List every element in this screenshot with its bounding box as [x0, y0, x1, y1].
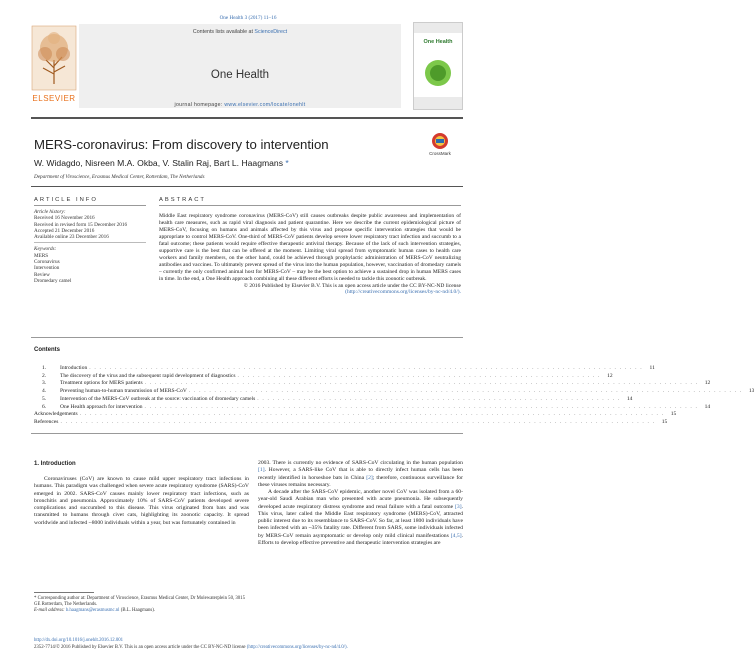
authors-text: W. Widagdo, Nisreen M.A. Okba, V. Stalin Raj, Bart L. Haagmans — [34, 158, 284, 168]
toc-label: Preventing human-to-human transmission of MERS-CoV — [60, 388, 187, 395]
table-of-contents — [34, 365, 754, 427]
text-run: A decade after the SARS-CoV epidemic, another novel CoV was isolated from a 60-year-old Saudi Arabian man who presented with acute pneumonia. He subsequently developed acute respiratory distress syndrome and renal failure with a fatal outcome — [258, 489, 463, 510]
toc-label: Treatment options for MERS patients — [60, 380, 143, 387]
keyword: Dromedary camel — [34, 277, 72, 284]
toc-leader: . . . . . . . . . . . . . . . . . . . . . . . . . . . . . . . . . . . . . . . . . . . . . . . . . . . . . . . . . . . . . . . . . . . . . . . . . . . . . . . . . . . . . . . . . . . . . . . . . . . . . . . . . . . . . . . . . . . . — [60, 418, 656, 425]
footer-license-link[interactable]: (http://creativecommons.org/licenses/by-nc-nd/4.0/). — [246, 645, 348, 650]
history-accepted: Accepted 21 December 2016 — [34, 227, 95, 234]
reference-link[interactable]: [4,5] — [450, 532, 462, 539]
text-run: ; therefore, continuous surveillance for these viruses remains necessary. — [258, 474, 463, 488]
contents-bottom-rule — [31, 433, 463, 434]
toc-page: 13 — [748, 388, 754, 395]
publisher-name: ELSEVIER — [32, 94, 76, 103]
footnote — [34, 596, 249, 614]
toc-number: 3. — [42, 380, 47, 387]
keyword: Intervention — [34, 265, 60, 272]
reference-link[interactable]: [3] — [455, 503, 462, 510]
toc-leader: . . . . . . . . . . . . . . . . . . . . . . . . . . . . . . . . . . . . . . . . . . . . . . . . . . . . . . . . . . . . . . . . . . . . . . . . . . . . . . . . . . . . . . . . . . . . . . . . . . . . . . . . . . . . . . . . . . — [79, 411, 665, 418]
homepage-line — [79, 102, 401, 108]
history-online: Available online 23 December 2016 — [34, 234, 109, 241]
contents-heading: Contents — [34, 347, 60, 353]
toc-leader: . . . . . . . . . . . . . . . . . . . . . . . . . . . . . . . . . . . . . . . . . . . . . . . . . . . . . . . . . . . . . . . . . . . . . . . . . . . . . . . . . . . . . . . . . . . . . . . . . . . . . . . . . . . . — [144, 380, 699, 387]
crossmark-label: CrossMark — [429, 151, 451, 156]
journal-banner — [79, 24, 401, 108]
article-info-heading: ARTICLE INFO — [34, 197, 98, 203]
toc-leader: . . . . . . . . . . . . . . . . . . . . . . . . . . . . . . . . . . . . . . . . . . . . . . . . . . . . . . . . . . . . . . . . . . . . . . . . . . . . . . . . . . . . . . . . . . . . . . . . . . . . . . . . . . . . — [188, 388, 743, 395]
corresponding-author-mark[interactable]: * — [285, 158, 289, 168]
email-label: E-mail address: — [34, 608, 66, 613]
elsevier-tree-icon — [31, 24, 77, 92]
text-run: . Efforts to develop effective preventive and therapeutic intervention strategies are — [258, 532, 463, 546]
toc-label: Acknowledgements — [34, 411, 78, 418]
toc-item[interactable] — [42, 403, 711, 412]
availability-prefix: Contents lists available at — [192, 29, 255, 35]
abstract-heading: ABSTRACT — [159, 197, 206, 203]
toc-item[interactable] — [42, 395, 633, 404]
keyword: Review — [34, 271, 50, 278]
abstract-body — [159, 213, 461, 296]
crossmark-badge[interactable] — [421, 132, 459, 158]
toc-page: 12 — [607, 372, 613, 379]
toc-item[interactable] — [34, 411, 677, 419]
history-label: Article history: — [34, 209, 66, 215]
toc-number: 1. — [42, 365, 47, 371]
toc-item[interactable] — [42, 388, 754, 396]
info-rule — [34, 205, 146, 206]
issn-line — [34, 645, 348, 650]
toc-item[interactable] — [42, 380, 711, 388]
doi-link[interactable]: http://dx.doi.org/10.1016/j.onehlt.2016.12.001 — [34, 638, 124, 643]
homepage-prefix: journal homepage: — [174, 102, 225, 108]
cover-art-icon — [414, 23, 462, 109]
license-link[interactable]: (http://creativecommons.org/licenses/by-nc-nd/4.0/). — [345, 289, 461, 296]
toc-leader: . . . . . . . . . . . . . . . . . . . . . . . . . . . . . . . . . . . . . . . . . . . . . . . . . . . . . . . . . . . . . . . . . . . . . . . — [237, 372, 601, 379]
sciencedirect-link[interactable]: ScienceDirect — [254, 29, 288, 35]
toc-page: 12 — [704, 380, 711, 387]
affiliation-rule — [31, 186, 463, 187]
header-rule — [31, 117, 463, 119]
toc-page: 15 — [670, 411, 677, 418]
toc-number: 6. — [42, 403, 47, 410]
elsevier-logo[interactable] — [31, 24, 77, 108]
toc-label: One Health approach for intervention — [60, 403, 143, 410]
toc-leader: . . . . . . . . . . . . . . . . . . . . . . . . . . . . . . . . . . . . . . . . . . . . . . . . . . . . . . . . . . . . . . . . . . . . . . . . . . . . . . . . . . . . . . . . . . . . . . . . . . . . . . . . . . . . — [89, 365, 643, 371]
toc-page: 14 — [704, 403, 711, 410]
corresponding-author-note: * Corresponding author at: Department of Viroscience, Erasmus Medical Center, Dr Molewaterplein 50, 3015 GE Rotterdam, The Netherlands. — [34, 596, 245, 607]
reference-link[interactable]: [1] — [258, 467, 265, 474]
email-link[interactable]: b.haagmans@erasmusmc.nl — [65, 608, 120, 613]
issn-text: 2352-7714/© 2016 Published by Elsevier B.V. This is an open access article under the CC BY-NC-ND license — [34, 645, 247, 650]
journal-header — [31, 22, 463, 112]
toc-number: 2. — [42, 372, 47, 379]
toc-page: 15 — [661, 418, 668, 425]
email-line — [34, 608, 249, 614]
section-heading-introduction: 1. Introduction — [34, 461, 76, 467]
homepage-link[interactable]: www.elsevier.com/locate/onehlt — [224, 102, 306, 108]
text-run: 2003. There is currently no evidence of SARS-CoV circulating in the human population — [258, 460, 463, 466]
journal-name: One Health — [210, 69, 270, 81]
history-received: Received 16 November 2016 — [34, 215, 95, 222]
keywords-label: Keywords: — [34, 246, 57, 253]
body-column-left — [34, 476, 249, 527]
toc-page: 14 — [626, 395, 633, 402]
toc-page: 11 — [649, 365, 655, 371]
text-run: . This virus, later called the Middle East respiratory syndrome (MERS)-CoV, attracted public interest due to its resemblance to SARS-CoV. So far, at least 1800 individuals have been infected with an ~35% fatality rate. Different from SARS, some individuals infected by MERS-CoV remain asymptomatic or develop only mild clinical manifestations — [258, 503, 463, 539]
body-paragraph — [258, 489, 463, 547]
keyword: MERS — [34, 252, 49, 259]
history-revised: Received in revised form 15 December 2016 — [34, 221, 128, 228]
toc-number: 4. — [42, 388, 47, 395]
toc-item[interactable] — [34, 418, 668, 427]
body-column-right — [258, 460, 463, 547]
body-paragraph: Coronaviruses (CoV) are known to cause mild upper respiratory tract infections in humans. This paradigm was challenged when severe acute respiratory syndrome (SARS)-CoV emerged in 2002. SARS-CoV causes mainly lower respiratory tract infections, such as bronchitis and pneumonia. Approximately 10% of SARS-CoV patients developed severe complications and succumbed to this disease. This virus originated from bats and was transmitted to humans through civet cats, highlighting its zoonotic capacity. It spread worldwide and infected ~8000 individuals within a year, but was fortunately contained in — [34, 476, 249, 526]
author-list — [34, 158, 289, 168]
affiliation: Department of Viroscience, Erasmus Medical Center, Rotterdam, The Netherlands — [34, 174, 205, 180]
toc-leader: . . . . . . . . . . . . . . . . . . . . . . . . . . . . . . . . . . . . . . . . . . . . . . . . . . . . . . . . . . . . . . . . . . . . . . . . . . . . . . . . . . . . . . . . . . . . . . . . . . . . . . . . . . . . — [144, 403, 699, 410]
contents-top-rule — [31, 337, 463, 338]
keyword: Coronavirus — [34, 259, 60, 266]
license-text: © 2016 Published by Elsevier B.V. This is an open access article under the CC BY-NC-ND license — [243, 282, 461, 289]
journal-cover[interactable] — [413, 22, 463, 110]
crossmark-icon — [421, 132, 459, 150]
toc-label: References — [34, 418, 59, 425]
abstract-rule — [159, 205, 461, 206]
email-suffix: (B.L. Haagmans). — [119, 608, 156, 613]
body-paragraph — [258, 460, 463, 489]
toc-label: The discovery of the virus and the subsequent rapid development of diagnostics — [60, 372, 236, 379]
abstract-text: Middle East respiratory syndrome coronavirus (MERS-CoV) still causes outbreaks despite public awareness and implementation of health care measures, such as rapid viral diagnosis and patient quarantine. Here we describe the current epidemiological picture of MERS-CoV, focusing on humans and animals affected by this virus and propose specific intervention strategies that would be appropriate to control MERS-CoV. One-third of MERS-CoV patients develop severe lower respiratory tract infection and succumb to a fatal outcome; these patients would require effective therapeutic antiviral therapy. Because of the lack of such intervention strategies, supportive care is the best that can be offered at the moment. Limiting viral spread from symptomatic human cases to health care workers and family members, on the other hand, could be achieved through prophylactic administration of MERS-CoV neutralizing antibodies and vaccines. To ultimately prevent spread of the virus into the human population, however, vaccination of dromedary camels – currently the only confirmed animal host for MERS-CoV – may be the best option to achieve a sustained drop in human MERS cases in time. In the end, a One Health approach combining all these different efforts is needed to tackle this zoonotic outbreak. — [159, 213, 461, 282]
toc-item[interactable] — [42, 365, 655, 373]
footnote-rule — [34, 592, 94, 593]
article-info — [34, 209, 146, 284]
reference-link[interactable]: [2] — [366, 474, 373, 481]
toc-label: Introduction — [60, 365, 88, 371]
article-title: MERS-coronavirus: From discovery to intervention — [34, 137, 329, 152]
toc-leader: . . . . . . . . . . . . . . . . . . . . . . . . . . . . . . . . . . . . . . . . . . . . . . . . . . . . . . . . . . . . . . . . . . . . . . . — [257, 395, 621, 402]
text-run: . However, a SARS-like CoV that is able to directly infect human cells has been recently identified in horseshoe bats in China — [258, 467, 463, 481]
journal-reference[interactable]: One Health 3 (2017) 11–16 — [219, 15, 277, 21]
availability-line — [79, 29, 401, 35]
abstract-license — [159, 283, 461, 297]
toc-label: Intervention of the MERS-CoV outbreak at the source: vaccination of dromedary camels — [60, 395, 256, 402]
toc-number: 5. — [42, 395, 47, 402]
cover-title: One Health — [423, 39, 453, 45]
